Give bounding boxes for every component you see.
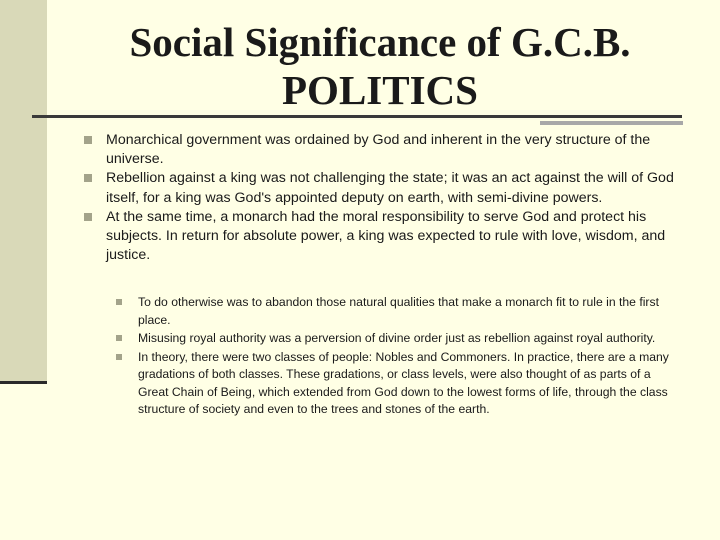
slide-title: Social Significance of G.C.B. POLITICS [129, 19, 631, 113]
square-bullet-icon [84, 136, 92, 144]
bullet-text: Rebellion against a king was not challenging the state; it was an act against the will of God itself, for a king was God's appointed deputy on earth, with semi-divine powers. [106, 170, 674, 206]
sub-bullet-text: To do otherwise was to abandon those natural qualities that make a monarch fit to rule in the first place. [138, 295, 659, 327]
sub-bullet-text: In theory, there were two classes of people: Nobles and Commoners. In practice, there are a many gradations of both classes. These gradations, or class levels, were also thought of as parts of a Great Chain of Being, which extended from God down to the lowest forms of life, through the class structure of society and even to the trees and stones of the earth. [138, 349, 669, 416]
square-bullet-icon [84, 174, 92, 182]
square-bullet-icon [116, 335, 122, 341]
sub-bullet-text: Misusing royal authority was a perversion of divine order just as rebellion against royal authority. [138, 331, 656, 345]
bullet-item [84, 169, 684, 207]
square-bullet-icon [116, 354, 122, 360]
bullet-text: Monarchical government was ordained by God and inherent in the very structure of the universe. [106, 132, 651, 168]
sub-bullet-item [116, 294, 680, 329]
decorative-sidebar [0, 0, 47, 384]
main-bullet-list [84, 131, 684, 265]
square-bullet-icon [84, 213, 92, 221]
sub-bullet-item [116, 330, 680, 348]
sub-bullet-list [116, 294, 680, 420]
sidebar-divider [0, 381, 47, 384]
sub-bullet-item [116, 349, 680, 419]
bullet-item [84, 208, 684, 266]
bullet-text: At the same time, a monarch had the moral responsibility to serve God and protect his subjects. In return for absolute power, a king was expected to rule with love, wisdom, and justice. [106, 208, 666, 264]
title-underline [32, 115, 682, 118]
square-bullet-icon [116, 299, 122, 305]
title-underline-accent [540, 121, 683, 125]
bullet-item [84, 131, 684, 169]
